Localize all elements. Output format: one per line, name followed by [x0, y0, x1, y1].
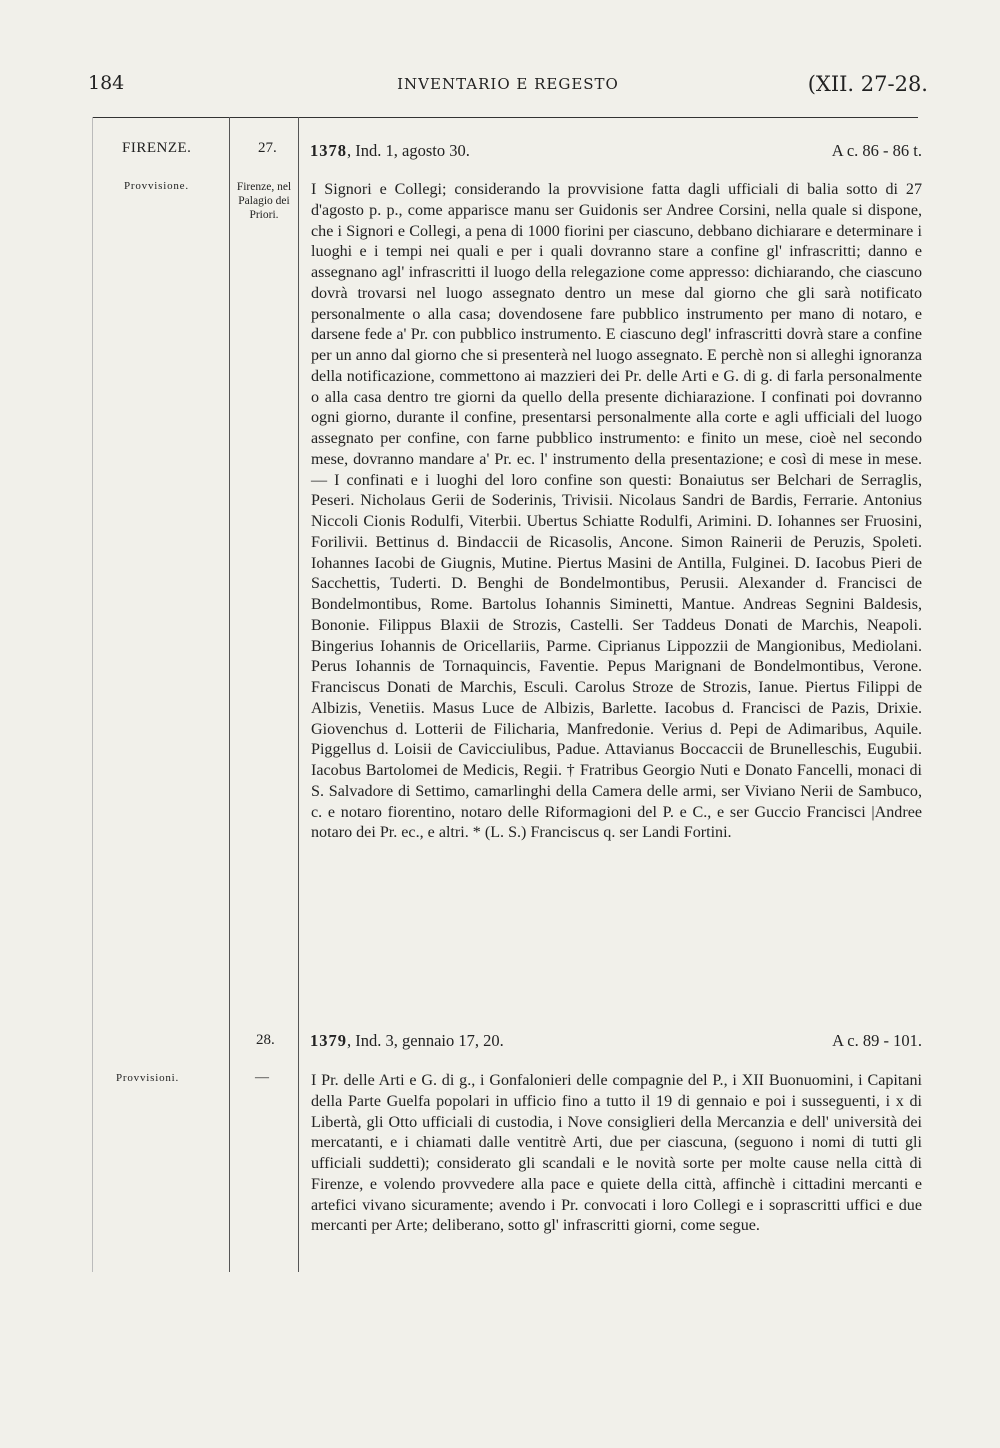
column-rule-left — [92, 117, 93, 1272]
page-header — [88, 72, 928, 102]
entry-text: I Pr. delle Arti e G. di g., i Gonfalonieri delle compagnie del P., i XII Buonuomini, i Capitani della Parte Guelfa popolari in ufficio fino a tutto il 19 di gennaio e poi i susseguenti, i x di Libertà, gli Otto ufficiali di custodia, i Nove consiglieri della Mercanzia e dell' università dei mercatanti, e i chiamati dalle ventitrè Arti, due per ciascuna, (seguono i nomi di tutti gli ufficiali suddetti); considerato gli scandali e le novità sorte per molte cause nella città di Firenze, e volendo provvedere alla pace e quiete della città, affinchè i cittadini mercanti e artefici vivano sicuramente; avendo i Pr. convocati i loro Collegi e i soprascritti uffici e due mercanti per Arte; deliberano, sotto gl' infrascritti giorni, come segue. — [311, 1072, 922, 1235]
entry-number: 28. — [256, 1032, 275, 1048]
entry-date: , Ind. 3, gennaio 17, 20. — [347, 1031, 504, 1050]
page-number: 184 — [88, 72, 125, 94]
entry-date: , Ind. 1, agosto 30. — [347, 141, 470, 160]
entry-place: Firenze, nel Palagio dei Priori. — [236, 181, 292, 221]
entry-place: — — [255, 1070, 269, 1085]
entry-year: 1378 — [310, 141, 347, 160]
entry-year: 1379 — [310, 1031, 347, 1050]
column-rule-2 — [298, 117, 299, 1272]
entry-kind: Provvisione. — [124, 180, 189, 192]
entry-city: FIRENZE. — [122, 140, 192, 156]
column-rule-1 — [229, 117, 230, 1272]
running-title: INVENTARIO E REGESTO — [397, 75, 619, 93]
entry-folio: A c. 89 - 101. — [832, 1031, 922, 1050]
table-top-rule — [92, 117, 918, 118]
entry-heading — [310, 1031, 922, 1051]
entry-heading — [310, 141, 922, 161]
entry-number: 27. — [258, 140, 277, 156]
section-reference: (XII. 27-28. — [807, 72, 928, 96]
entry-kind: Provvisioni. — [116, 1072, 180, 1084]
entry-text: I Signori e Collegi; considerando la provvisione fatta dagli ufficiali di balia sotto di 27 d'agosto p. p., come apparisce manu ser Guidonis ser Andree Corsini, nella quale si dispone, che i Signori e Collegi, a pena di 1000 fiorini per ciascuno, debbano dichiarare e determinare i luoghi e i tempi nei quali e per i quali dovranno stare a confine gl' infrascritti; danno e assegnano agl' infrascritti il luogo della relegazione come appresso: dichiarando, che ciascuno dovrà trovarsi nel luogo assegnato dentro un mese dal giorno che gli sarà notificato personalmente o alla casa; dovendosene fare pubblico instrumento per mano di notaro, e darsene fede a' Pr. con pubblico instrumento. E ciascuno degl' infrascritti dovrà stare a confine per un anno dal giorno che si presenterà nel luogo assegnato. E perchè non si alleghi ignoranza della notificazione, commettono ai mazzieri dei Pr. delle Arti e G. di g. di farla personalmente o alla casa dentro tre giorni da quello della presente dichiarazione. I confinati poi dovranno ogni giorno, durante il confine, presentarsi personalmente alla corte e agli ufficiali del luogo assegnato per confine, con farne pubblico instrumento: e finito un mese, cioè nel secondo mese, dovranno mandare a' Pr. ec. l' instrumento della presentazione; e così di mese in mese. — I confinati e i luoghi del loro confine son questi: Bonaiutus ser Belchari de Serraglis, Peseri. Nicholaus Gerii de Soderinis, Trivisii. Nicolaus Sandri de Bardis, Ferrarie. Antonius Niccoli Cionis Rodulfi, Viterbii. Ubertus Schiatte Rodulfi, Arimini. D. Iohannes ser Fruosini, Forilivii. Bettinus d. Bindaccii de Ricasolis, Ancone. Simon Rainerii de Peruzis, Spoleti. Iohannes Iacobi de Giugnis, Mutine. Piertus Masini de Antilla, Fulginei. D. Iacobus Pieri de Sacchettis, Tuderti. D. Benghi de Bondelmontibus, Perusii. Alexander d. Francisci de Bondelmontibus, Rome. Bartolus Iohannis Siminetti, Mantue. Andreas Segnini Baldesis, Bononie. Filippus Blaxii de Strozis, Castelli. Ser Taddeus Donati de Marchis, Neapoli. Bingerius Iohannis de Oricellariis, Parme. Ciprianus Lippozzii de Mangionibus, Mediolani. Perus Iohannis de Tornaquincis, Faventie. Pepus Marignani de Bondelmontibus, Verone. Franciscus Donati de Marchis, Esculi. Carolus Stroze de Strozis, Ianue. Piertus Filippi de Albizis, Venetiis. Masus Luce de Albizis, Barlette. Iacobus d. Francisci de Pazis, Drixie. Giovenchus d. Lotterii de Filicharia, Manfredonie. Verius d. Pepi de Adimaribus, Aquile. Piggellus d. Loisii de Cavicciulibus, Padue. Attavianus Boccaccii de Brunelleschis, Eugubii. Iacobus Bartolomei de Medicis, Regii. † Fratribus Georgio Nuti e Donato Fancelli, monaci di S. Salvadore di Settimo, camarlinghi della Camera delle armi, ser Viviano Nerii de Sambuco, c. e notaro fiorentino, notaro delle Riformagioni del P. e C., e ser Guccio Francisci |Andree notaro dei Pr. ec., e altri. * (L. S.) Franciscus q. ser Landi Fortini. — [311, 181, 922, 842]
entry-folio: A c. 86 - 86 t. — [831, 141, 922, 160]
